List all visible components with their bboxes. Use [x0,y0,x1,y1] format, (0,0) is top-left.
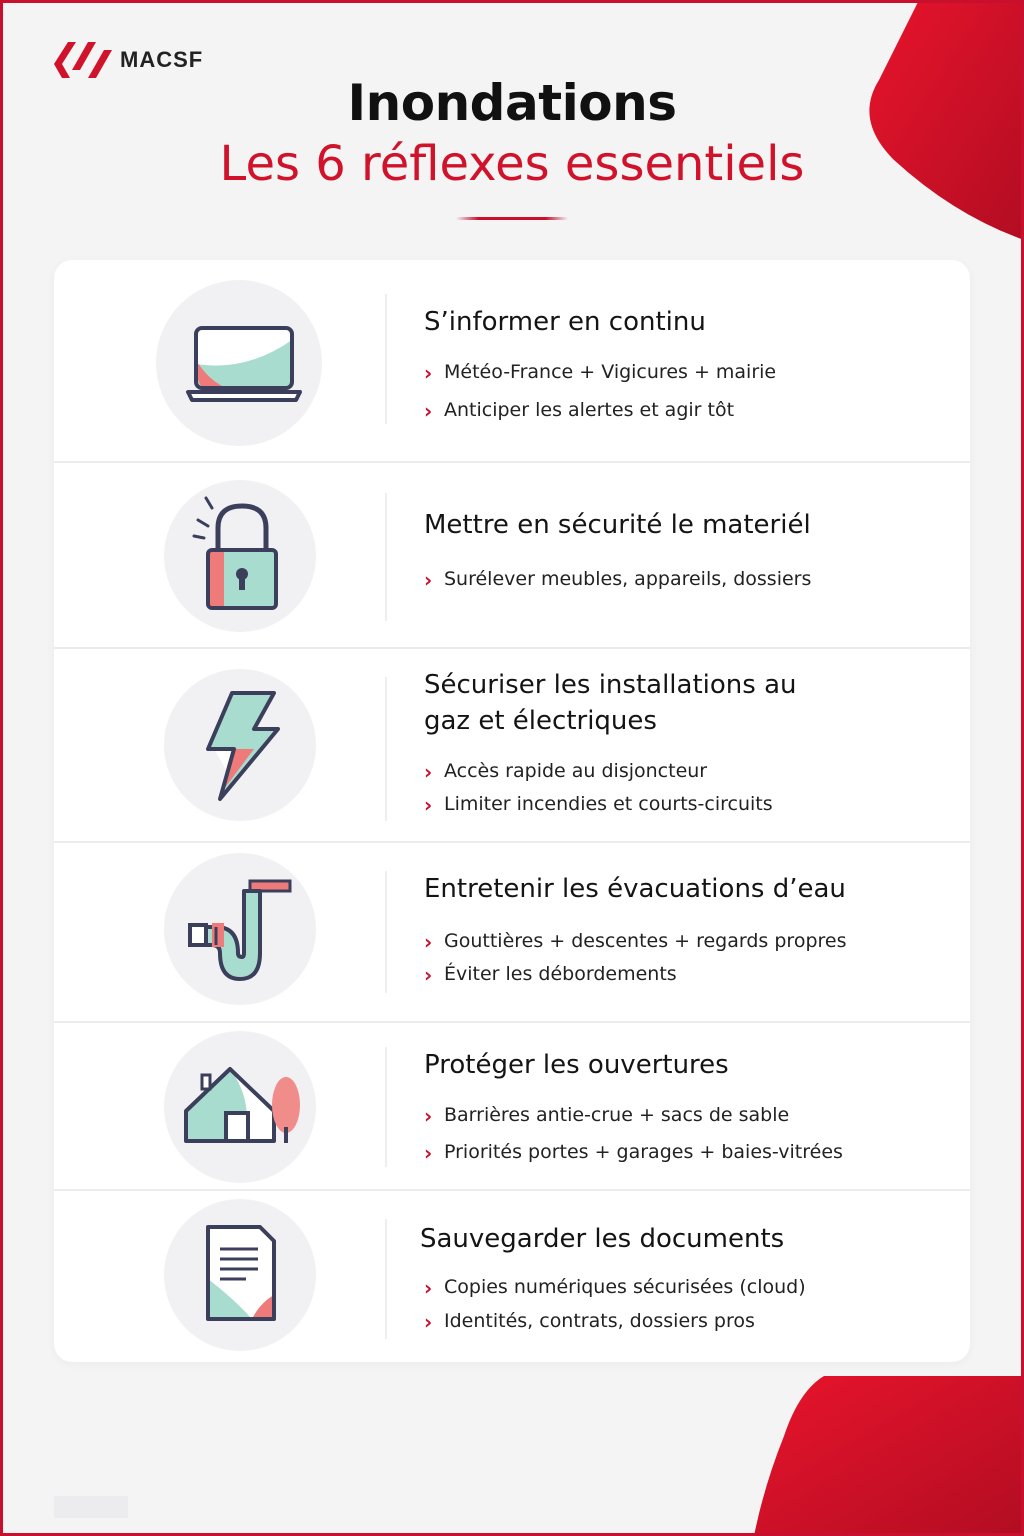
chevron-right-icon: › [424,1141,433,1165]
footer-placeholder [54,1496,128,1518]
chevron-right-icon: › [424,1276,433,1300]
drain-pipe-icon [164,853,316,1005]
chevron-right-icon: › [424,1104,433,1128]
chevron-right-icon: › [424,399,433,423]
icon-circle [164,853,316,1005]
page-subtitle: Les 6 réflexes essentiels [219,136,805,192]
reflex-bullet: › Anticiper les alertes et agir tôt [424,399,735,423]
padlock-icon [164,480,316,632]
icon-circle [164,1199,316,1351]
corner-decoration-bottom [754,1376,1024,1536]
reflex-row-3 [54,649,970,843]
lightning-bolt-icon [164,669,316,821]
icon-circle [164,1031,316,1183]
reflex-title: Entretenir les évacuations d’eau [424,874,846,904]
reflex-bullet: › Gouttières + descentes + regards propres [424,930,847,954]
chevron-right-icon: › [424,361,433,385]
reflex-row-1 [54,260,970,463]
chevron-right-icon: › [424,1310,433,1334]
house-icon [164,1031,316,1183]
reflex-row-6 [54,1191,970,1362]
icon-circle [164,480,316,632]
row-separator-line [385,1219,387,1339]
laptop-icon [156,280,322,446]
brand-name: MACSF [120,47,204,72]
reflex-row-5 [54,1023,970,1191]
reflex-bullet: › Accès rapide au disjoncteur [424,760,708,784]
reflex-title [424,667,944,739]
row-separator-line [385,677,387,821]
row-separator-line [385,1047,387,1167]
chevron-right-icon: › [424,930,433,954]
document-icon [164,1199,316,1351]
reflex-title: Mettre en sécurité le materiél [424,510,811,540]
reflex-bullet: › Copies numériques sécurisées (cloud) [424,1276,806,1300]
icon-circle [164,669,316,821]
icon-circle [156,280,322,446]
reflex-title: Sauvegarder les documents [420,1224,785,1254]
reflex-bullet: › Limiter incendies et courts-circuits [424,793,773,817]
chevron-right-icon: › [424,568,433,592]
chevron-right-icon: › [424,760,433,784]
row-separator-line [385,871,387,993]
reflex-row-2 [54,463,970,649]
reflex-title-line-2: gaz et électriques [424,706,657,736]
reflex-title: Protéger les ouvertures [424,1050,729,1080]
reflex-title-line-1: Sécuriser les installations au [424,670,797,700]
reflex-bullet: › Identités, contrats, dossiers pros [424,1310,755,1334]
reflex-bullet: › Barrières antie-crue + sacs de sable [424,1104,790,1128]
chevron-right-icon: › [424,963,433,987]
row-separator-line [385,294,387,424]
reflex-bullet: › Priorités portes + garages + baies-vitrées [424,1141,843,1165]
row-separator-line [385,493,387,621]
reflex-bullet: › Météo-France + Vigicures + mairie [424,361,777,385]
reflex-bullet: › Éviter les débordements [424,963,677,987]
title-divider [456,217,568,220]
reflex-row-4 [54,843,970,1023]
reflex-bullet: › Surélever meubles, appareils, dossiers [424,568,812,592]
chevron-right-icon: › [424,793,433,817]
page-title: Inondations [347,74,677,132]
reflex-title: S’informer en continu [424,307,706,337]
reflexes-card [54,260,970,1362]
